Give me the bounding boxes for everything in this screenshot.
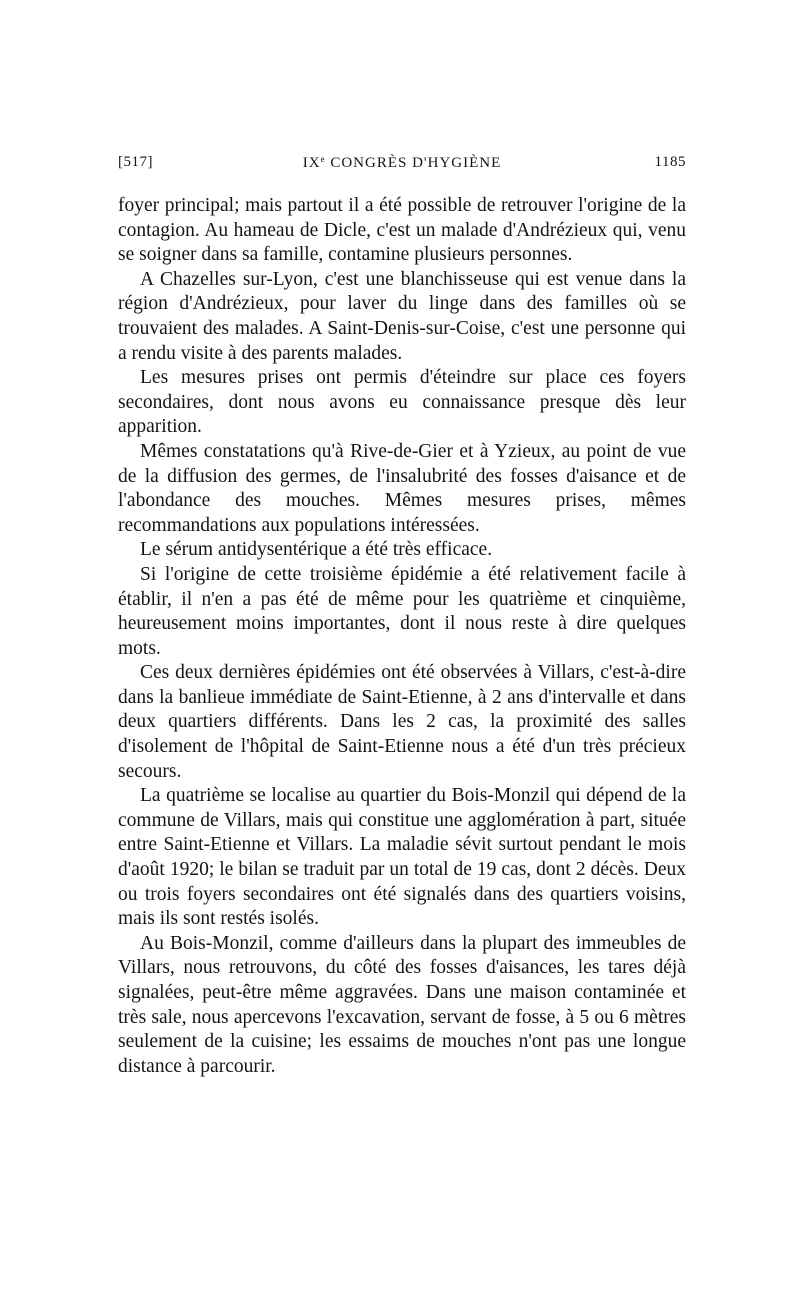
paragraph: Au Bois-Monzil, comme d'ailleurs dans la plupart des immeubles de Villars, nous retrouvons, du côté des fosses d'aisances, les tares déjà signalées, peut-être même aggravées. Dans une maison contaminée et très sale, nous apercevons l'excavation, servant de fosse, à 5 ou 6 mètres seulement de la cuisine; les essaims de mouches n'ont pas une longue distance à parcourir. — [118, 932, 686, 1077]
running-title — [118, 154, 686, 172]
paragraph: foyer principal; mais partout il a été possible de retrouver l'origine de la contagion. Au hameau de Dicle, c'est un malade d'Andrézieux qui, venu se soigner dans sa famille, contamine plusieurs personnes. — [118, 195, 686, 266]
page-reference: [517] — [118, 154, 153, 170]
paragraph: La quatrième se localise au quartier du Bois-Monzil qui dépend de la commune de Villars, mais qui constitue une agglomération à part, située entre Saint-Etienne et Villars. La maladie sévit surtout pendant le mois d'août 1920; le bilan se traduit par un total de 19 cas, dont 2 décès. Deux ou trois foyers secondaires ont été signalés dans des quartiers voisins, mais ils sont restés isolés. — [118, 785, 686, 930]
book-page — [118, 154, 686, 1079]
running-title-rest: CONGRÈS D'HYGIÈNE — [325, 155, 502, 171]
paragraph: A Chazelles sur-Lyon, c'est une blanchisseuse qui est venue dans la région d'Andrézieux, pour laver du linge dans des familles où se trouvaient des malades. A Saint-Denis-sur-Coise, c'est une personne qui a rendu visite à des parents malades. — [118, 268, 686, 364]
page-number: 1185 — [654, 154, 686, 170]
paragraph: Le sérum antidysentérique a été très efficace. — [140, 539, 493, 561]
paragraph: Mêmes constatations qu'à Rive-de-Gier et à Yzieux, au point de vue de la diffusion des germes, de l'insalubrité des fosses d'aisance et de l'abondance des mouches. Mêmes mesures prises, mêmes recommandations aux populations intéressées. — [118, 440, 686, 536]
running-title-superscript: e — [320, 154, 326, 164]
paragraph: Si l'origine de cette troisième épidémie a été relativement facile à établir, il n'en a pas été de même pour les quatrième et cinquième, heureusement moins importantes, dont il nous reste à dire quelques mots. — [118, 563, 686, 659]
paragraph: Ces deux dernières épidémies ont été observées à Villars, c'est-à-dire dans la banlieue immédiate de Saint-Etienne, à 2 ans d'intervalle et dans deux quartiers différents. Dans les 2 cas, la proximité des salles d'isolement de l'hôpital de Saint-Etienne nous a été d'un très précieux secours. — [118, 662, 686, 782]
body-text — [118, 194, 686, 1079]
running-header — [118, 154, 686, 178]
running-title-prefix: IX — [302, 155, 321, 171]
paragraph: Les mesures prises ont permis d'éteindre sur place ces foyers secondaires, dont nous avons eu connaissance presque dès leur apparition. — [118, 367, 686, 438]
